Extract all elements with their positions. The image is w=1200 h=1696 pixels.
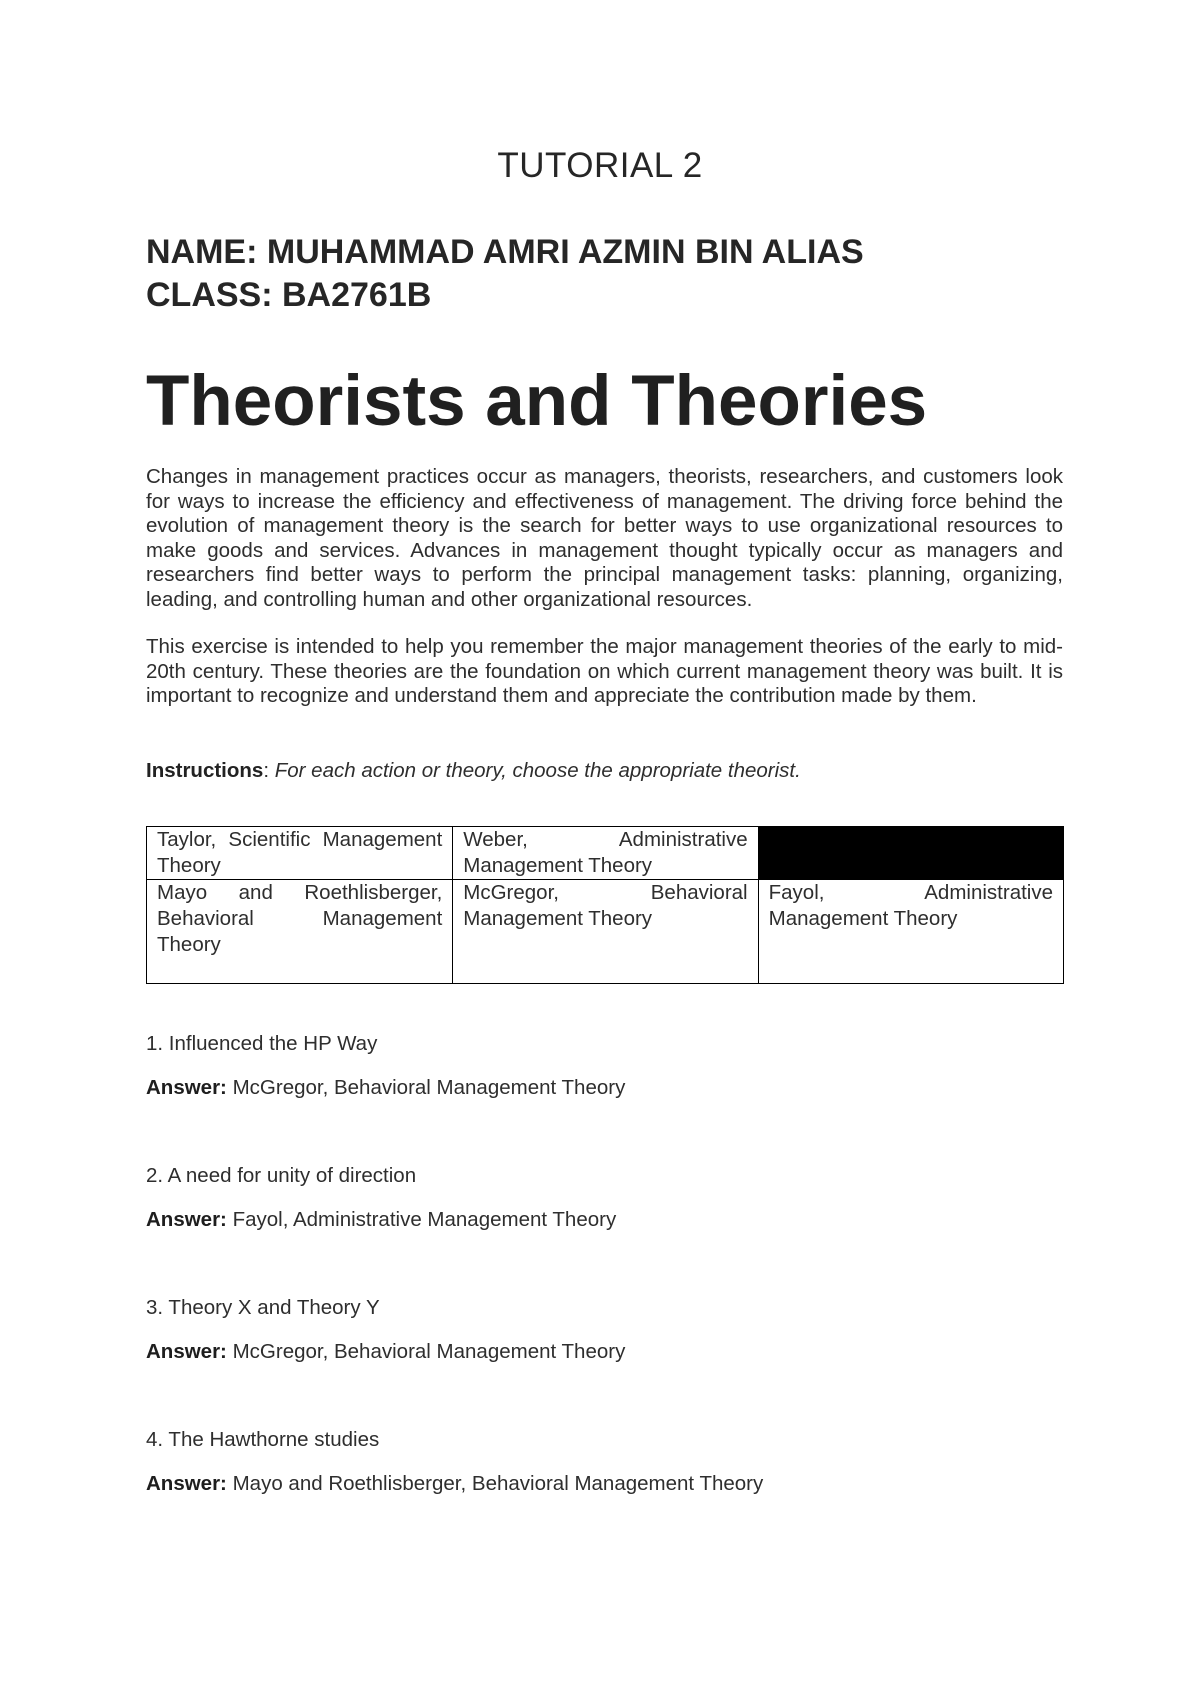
table-cell: Taylor, Scientific Management Theory — [147, 827, 453, 880]
answer-text: McGregor, Behavioral Management Theory — [232, 1076, 626, 1099]
answer-line — [146, 1076, 625, 1100]
table-row — [147, 827, 1064, 880]
answer-line — [146, 1208, 616, 1232]
answer-label: Answer: — [146, 1472, 227, 1495]
question-text: 4. The Hawthorne studies — [146, 1428, 380, 1451]
instructions: Instructions: For each action or theory, choose the appropriate theorist. — [146, 759, 801, 782]
instructions-label: Instructions — [146, 759, 264, 782]
exercise-paragraph: This exercise is intended to help you remember the major management theories of the early to mid-20th century. These theories are the foundation on which current management theory was built. It is important to recognize and understand them and appreciate the contribution made by them. — [146, 635, 1063, 707]
table-cell: Weber, Administrative Management Theory — [453, 827, 758, 880]
question-text: 3. Theory X and Theory Y — [146, 1296, 380, 1319]
question-item — [146, 1164, 616, 1232]
question-text: 2. A need for unity of direction — [146, 1164, 417, 1187]
table-row — [147, 880, 1064, 984]
answer-label: Answer: — [146, 1340, 227, 1363]
student-class: CLASS: BA2761B — [146, 276, 432, 314]
question-item — [146, 1032, 625, 1100]
tutorial-title: TUTORIAL 2 — [497, 146, 703, 185]
intro-paragraph: Changes in management practices occur as managers, theorists, researchers, and customers look for ways to increase the efficiency and effectiveness of management. The driving force behind the evolution of management theory is the search for better ways to use organizational resources to make goods and services. Advances in management thought typically occur as managers and researchers find better ways to perform the principal management tasks: planning, organizing, leading, and controlling human and other organizational resources. — [146, 465, 1063, 611]
page-title: Theorists and Theories — [146, 362, 928, 441]
student-name: NAME: MUHAMMAD AMRI AZMIN BIN ALIAS — [146, 233, 864, 271]
question-item — [146, 1428, 763, 1496]
answer-text: McGregor, Behavioral Management Theory — [232, 1340, 626, 1363]
answer-label: Answer: — [146, 1076, 227, 1099]
table-cell: Fayol, Administrative Management Theory — [758, 880, 1063, 984]
table-cell: McGregor, Behavioral Management Theory — [453, 880, 758, 984]
question-item — [146, 1296, 625, 1364]
table-cell: Mayo and Roethlisberger, Behavioral Management Theory — [147, 880, 453, 984]
student-info — [146, 231, 1066, 317]
instructions-text: For each action or theory, choose the appropriate theorist. — [274, 759, 801, 782]
blacked-out-cell — [758, 827, 1063, 880]
answer-text: Mayo and Roethlisberger, Behavioral Management Theory — [232, 1472, 764, 1495]
answer-line — [146, 1340, 625, 1364]
answer-line — [146, 1472, 763, 1496]
answer-label: Answer: — [146, 1208, 227, 1231]
answer-text: Fayol, Administrative Management Theory — [232, 1208, 617, 1231]
theorist-table — [146, 826, 1064, 984]
question-text: 1. Influenced the HP Way — [146, 1032, 378, 1055]
